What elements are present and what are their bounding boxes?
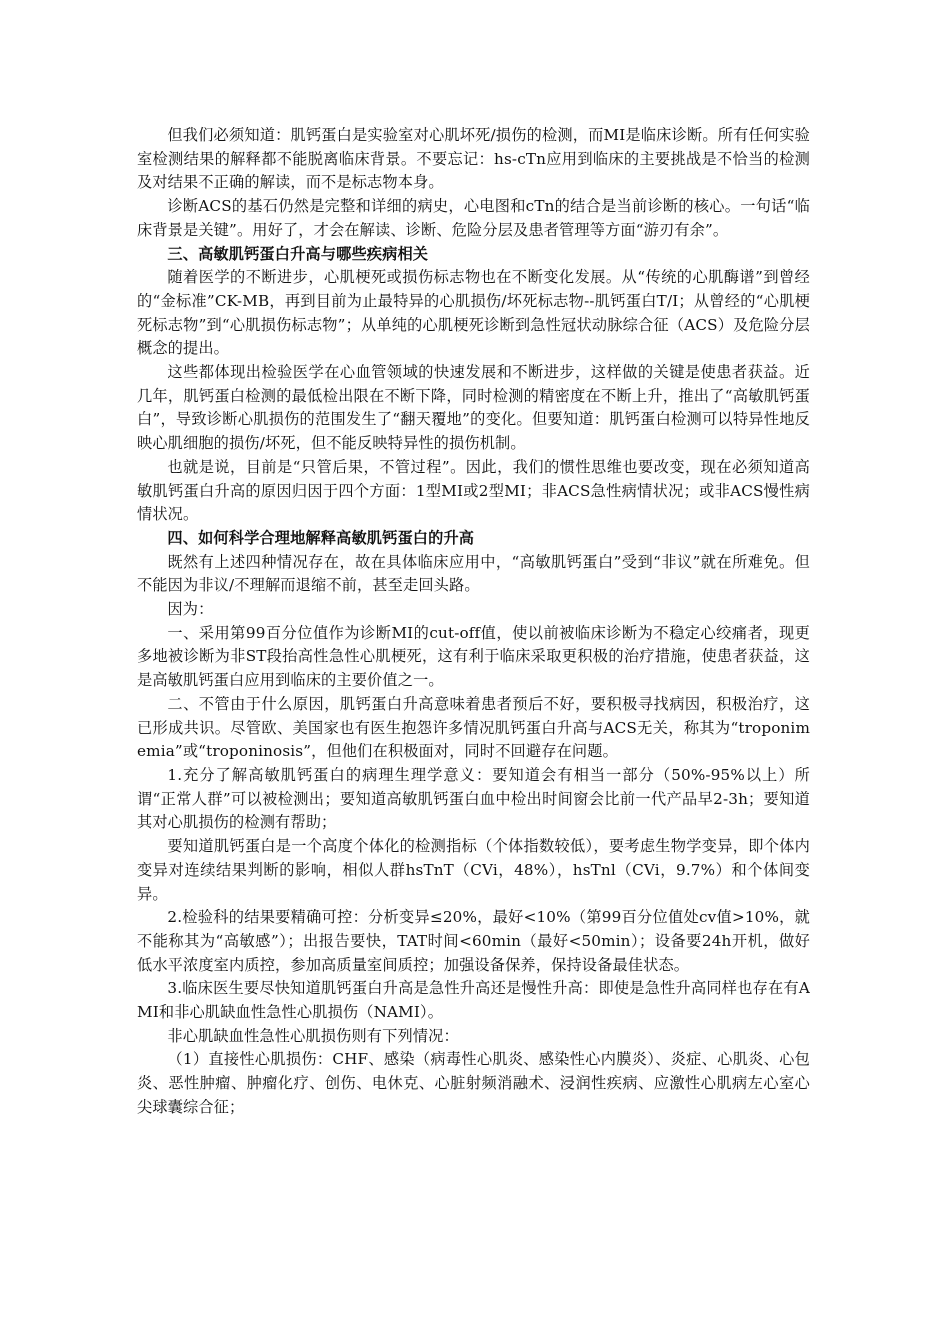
paragraph-nami-intro: 非心肌缺血性急性心肌损伤则有下列情况： <box>167 1026 459 1045</box>
paragraph-item-3: 3.临床医生要尽快知道肌钙蛋白升高是急性升高还是慢性升高：即使是急性升高同样也存在有AMI和非心肌缺血性急性心肌损伤（NAMI）。 <box>137 979 810 1022</box>
paragraph-point-one: 一、采用第99百分位值作为诊断MI的cut-off值，使以前被临床诊断为不稳定心绞痛者，现更多地被诊断为非ST段抬高性急性心肌梗死，这有利于临床采取更积极的治疗措施，使患者获益，这是高敏肌钙蛋白应用到临床的主要价值之一。 <box>137 623 810 690</box>
paragraph-lab-vs-clinical: 但我们必须知道：肌钙蛋白是实验室对心肌坏死/损伤的检测，而MI是临床诊断。所有任何实验室检测结果的解释都不能脱离临床背景。不要忘记：hs-cTn应用到临床的主要挑战是不恰当的检测及对结果不正确的解读，而不是标志物本身。 <box>137 126 810 192</box>
document-page <box>137 124 810 1120</box>
paragraph-marker-evolution: 随着医学的不断进步，心肌梗死或损伤标志物也在不断变化发展。从“传统的心肌酶谱”到曾经的“金标准”CK-MB，再到目前为止最特异的心肌损伤/坏死标志物--肌钙蛋白T/I；从曾经的“心肌梗死标志物”到“心肌损伤标志物”；从单纯的心肌梗死诊断到急性冠状动脉综合征（ACS）及危险分层概念的提出。 <box>137 268 810 358</box>
paragraph-acs-diagnosis: 诊断ACS的基石仍然是完整和详细的病史，心电图和cTn的结合是当前诊断的核心。一句话“临床背景是关键”。用好了，才会在解读、诊断、危险分层及患者管理等方面“游刃有余”。 <box>137 197 810 239</box>
paragraph-four-causes: 也就是说，目前是“只管后果，不管过程”。因此，我们的惯性思维也要改变，现在必须知道高敏肌钙蛋白升高的原因归因于四个方面：1型MI或2型MI；非ACS急性病情状况；或非ACS慢性病情状况。 <box>137 457 810 524</box>
paragraph-controversy: 既然有上述四种情况存在，故在具体临床应用中，“高敏肌钙蛋白”受到“非议”就在所难免。但不能因为非议/不理解而退缩不前，甚至走回头路。 <box>137 552 810 595</box>
paragraph-item-1-cont: 要知道肌钙蛋白是一个高度个体化的检测指标（个体指数较低），要考虑生物学变异，即个体内变异对连续结果判断的影响，相似人群hsTnT（CVi，48%），hsTnl（CVi，9.7%）和个体间变异。 <box>137 837 810 903</box>
paragraph-lab-progress: 这些都体现出检验医学在心血管领域的快速发展和不断进步，这样做的关键是使患者获益。近几年，肌钙蛋白检测的最低检出限在不断下降，同时检测的精密度在不断上升，推出了“高敏肌钙蛋白”，导致诊断心肌损伤的范围发生了“翻天覆地”的变化。但要知道：肌钙蛋白检测可以特异性地反映心肌细胞的损伤/坏死，但不能反映特异性的损伤机制。 <box>137 363 810 453</box>
paragraph-because: 因为： <box>167 600 214 619</box>
paragraph-item-2: 2.检验科的结果要精确可控：分析变异≤20%，最好<10%（第99百分位值处cv值>10%，就不能称其为“高敏感”）；出报告要快，TAT时间<60min（最好<50min）；设备要24h开机，做好低水平浓度室内质控，参加高质量室间质控；加强设备保养，保持设备最佳状态。 <box>137 908 810 974</box>
paragraph-item-1: 1.充分了解高敏肌钙蛋白的病理生理学意义：要知道会有相当一部分（50%-95%以上）所谓“正常人群”可以被检测出；要知道高敏肌钙蛋白血中检出时间窗会比前一代产品早2-3h；要知道其对心肌损伤的检测有帮助； <box>137 765 810 832</box>
section-heading-4: 四、如何科学合理地解释高敏肌钙蛋白的升高 <box>167 528 475 547</box>
section-heading-3: 三、高敏肌钙蛋白升高与哪些疾病相关 <box>167 244 429 263</box>
paragraph-point-two: 二、不管由于什么原因，肌钙蛋白升高意味着患者预后不好，要积极寻找病因，积极治疗，这已形成共识。尽管欧、美国家也有医生抱怨许多情况肌钙蛋白升高与ACS无关，称其为“troponimemia”或“troponinosis”，但他们在积极面对，同时不回避存在问题。 <box>137 694 810 761</box>
paragraph-nami-item-1: （1）直接性心肌损伤：CHF、感染（病毒性心肌炎、感染性心内膜炎）、炎症、心肌炎、心包炎、恶性肿瘤、肿瘤化疗、创伤、电休克、心脏射频消融术、浸润性疾病、应激性心肌病左心室心尖球囊综合征； <box>137 1050 810 1116</box>
